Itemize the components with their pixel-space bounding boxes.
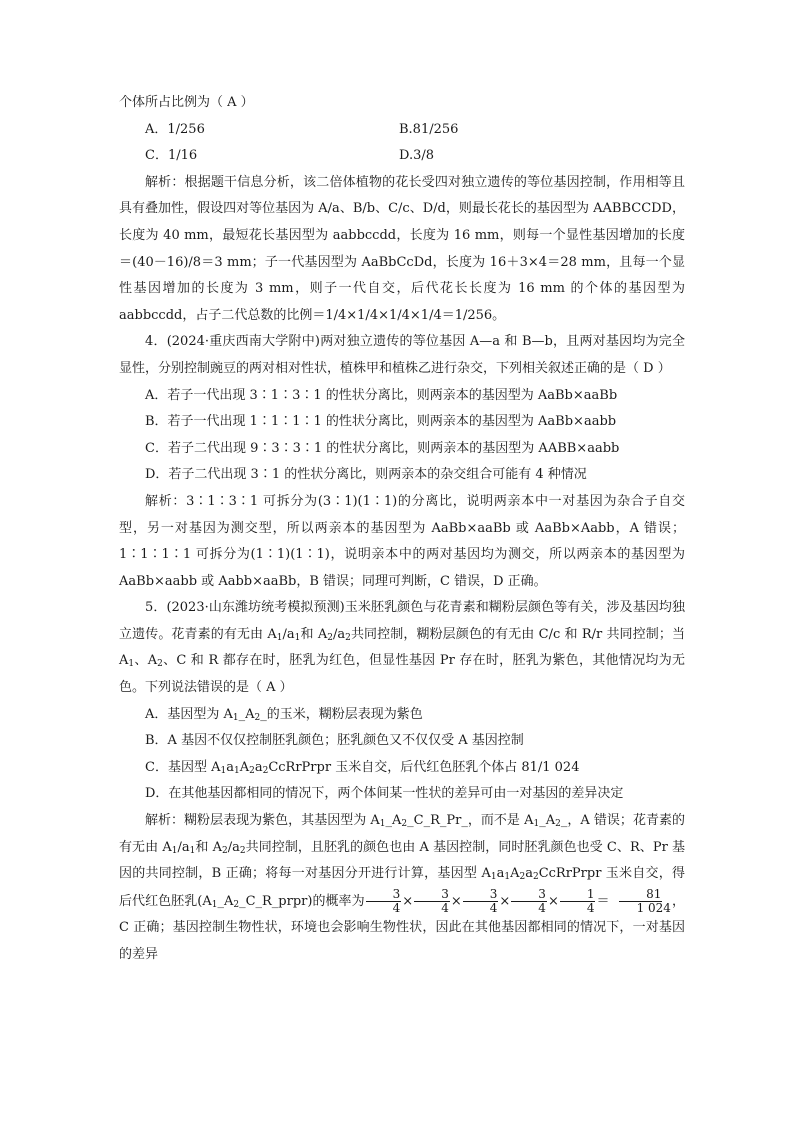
subscript: 1 [220,765,227,776]
denominator: 1 024 [636,900,671,915]
text-run: _，A 错误；花青素的有无由 A [119,813,685,855]
text-run: 解析：糊粉层表现为紫色，其基因型为 A [145,813,380,829]
subscript: 1 [128,659,135,670]
question-5-stem [119,595,685,701]
question-3-options-row-2 [119,143,685,170]
numerator: 3 [511,888,547,902]
question-5-analysis [119,808,685,969]
text-run: /a [282,626,295,642]
subscript: 2 [249,765,255,776]
text-run: a [226,759,234,775]
text-run: _C_R_Pr_，而不是 A [407,813,534,829]
text-run: 共同控制，且胚乳的颜色也由 A 基因控制，同时胚乳颜色也受 C、R、Pr 基因的共同控制，B 正确；将每一对基因分开进行计算，基因型 A [119,839,685,882]
subscript: 2 [345,632,351,643]
text-run: 和 A [195,839,223,855]
question-3-options-row-1 [119,117,685,144]
fraction [414,888,450,915]
subscript: 1 [294,632,301,643]
text-run: 、C 和 R 都存在时，胚乳为红色，但显性基因 Pr 存在时，胚乳为紫色，其他情况均为无色。下列说法错误的是（ A ） [119,653,686,696]
subscript: 2 [532,872,539,883]
text-run: /a [332,626,346,642]
subscript: 1 [189,845,196,856]
text-run: a [525,866,533,882]
times-sign: × [450,893,462,909]
subscript: 2 [239,845,246,856]
question-4-option-c: C．若子二代出现 9∶3∶3∶1 的性状分离比，则两亲本的基因型为 AABB×aabb [145,440,620,456]
text-run: ，C 正确；基因控制生物性状，环境也会影响生物性状，因此在其他基因都相同的情况下，一对基因的差异 [119,893,685,962]
times-sign: × [402,893,414,909]
text-run: _A [238,706,255,722]
subscript: 1 [533,819,540,830]
text-run: _A [539,813,556,829]
fraction [611,888,671,915]
subscript: 1 [211,899,218,910]
text-run: A [510,866,520,882]
text-run: 、A [134,653,158,669]
subscript: 2 [327,632,333,643]
subscript: 2 [233,899,240,910]
document-content [119,90,685,969]
fraction [463,888,499,915]
denominator: 4 [441,900,449,915]
text-run: _的玉米，糊粉层表现为紫色 [260,706,423,722]
text-run: 和 A [300,626,328,642]
question-3-option-b: B.81/256 [399,121,459,137]
subscript: 2 [555,819,561,830]
question-5-option-d: D．在其他基因都相同的情况下，两个体间某一性状的差异可由一对基因的差异决定 [145,786,624,802]
question-3-option-d: D.3/8 [399,148,435,164]
subscript: 2 [519,872,526,883]
question-4-analysis: 解析：3∶1∶3∶1 可拆分为(3∶1)(1∶1)的分离比，说明两亲本中一对基因为杂合子自交型，另一对基因为测交型，所以两亲本的基因型为 AaBb×aaBb 或 AaBb×Aabb，A 错误；1∶1∶1∶1 可拆分为(1∶1)(1∶1)，说明亲本中的两对基因均为测交，所以两亲本的基因型为 AaBb×aabb 或 Aabb×aaBb，B 错误；同理可判断，C 错误，D 正确。 [119,493,685,589]
numerator: 3 [366,888,402,902]
text-run: C．基因型 A [145,759,221,775]
text-run: A [239,759,250,775]
text-run: _A [217,893,234,909]
question-3-option-a: A．1/256 [145,121,205,137]
question-5-option-b: B．A 基因不仅仅控制胚乳颜色；胚乳颜色又不仅仅受 A 基因控制 [145,733,524,749]
question-4-option-a: A．若子一代出现 3∶1∶3∶1 的性状分离比，则两亲本的基因型为 AaBb×aaBb [145,387,618,403]
equals-sign: ＝ [596,893,610,909]
numerator: 3 [414,888,450,902]
subscript: 1 [276,632,283,643]
question-3-analysis: 解析：根据题干信息分析，该二倍体植物的花长受四对独立遗传的等位基因控制，作用相等且具有叠加性，假设四对等位基因为 A/a、B/b、C/c、D/d，则最长花长的基因型为 AABBCCDD，长度为 40 mm，最短花长基因型为 aabbccdd，长度为 16 mm，则每一个显性基因增加的长度＝(40－16)/8＝3 mm；子一代基因型为 AaBbCcDd，长度为 16＋3×4＝28 mm，且每一个显性基因增加的长度为 3 mm，则子一代自交，后代花长长度为 16 mm 的个体的基因型为 aabbccdd，占子二代总数的比例＝1/4×1/4×1/4×1/4＝1/256。 [119,174,685,323]
subscript: 2 [254,712,261,723]
question-4-option-d: D．若子二代出现 3∶1 的性状分离比，则两亲本的杂交组合可能有 4 种情况 [145,467,587,483]
question-4-option-b: B．若子一代出现 1∶1∶1∶1 的性状分离比，则两亲本的基因型为 AaBb×aabb [145,414,617,430]
subscript: 1 [490,872,497,883]
fraction [560,888,596,915]
subscript: 2 [262,765,269,776]
text-run: /a [227,839,240,855]
subscript: 2 [222,845,228,856]
denominator: 4 [392,900,401,915]
text-run: _C_R_prpr)的概率为 [239,893,365,909]
question-3-option-c: C．1/16 [145,148,198,164]
denominator: 4 [489,900,498,915]
denominator: 4 [586,900,595,915]
text-run: _A [385,813,402,829]
subscript: 1 [232,712,239,723]
subscript: 1 [233,765,240,776]
fraction [511,888,547,915]
times-sign: × [547,893,559,909]
question-3-stem-end: 个体所占比例为（ A ） [119,95,254,110]
text-run: CcRrPrpr 玉米自交，得后代红色胚乳(A [119,866,685,909]
text-run: 5．(2023·山东潍坊统考模拟预测)玉米胚乳颜色与花青素和糊粉层颜色等有关，涉及基因均独立遗传。花青素的有无由 A [119,600,685,642]
subscript: 1 [379,819,386,830]
times-sign: × [499,893,511,909]
text-run: CcRrPrpr 玉米自交，后代红色胚乳个体占 81/1 024 [268,759,580,775]
denominator: 4 [538,900,546,915]
text-run: a [254,759,263,775]
numerator: 1 [560,888,596,902]
question-5-option-c [119,755,685,782]
numerator: 81 [619,888,662,902]
subscript: 1 [504,872,511,883]
numerator: 3 [463,888,499,902]
subscript: 1 [171,845,178,856]
question-4-stem: 4．(2024·重庆西南大学附中)两对独立遗传的等位基因 A—a 和 B—b，且两对基因均为完全显性，分别控制豌豆的两对相对性状，植株甲和植株乙进行杂交，下列相关叙述正确的是（ D ） [119,334,685,376]
text-run: /a [177,839,190,855]
text-run: 共同控制，糊粉层颜色的有无由 C/c 和 R/r 共同控制；当 A [119,626,685,669]
subscript: 2 [157,659,163,670]
question-5-option-a [119,702,685,729]
subscript: 2 [401,819,408,830]
text-run: A．基因型为 A [145,706,233,722]
text-run: a [496,866,505,882]
fraction [366,888,402,915]
